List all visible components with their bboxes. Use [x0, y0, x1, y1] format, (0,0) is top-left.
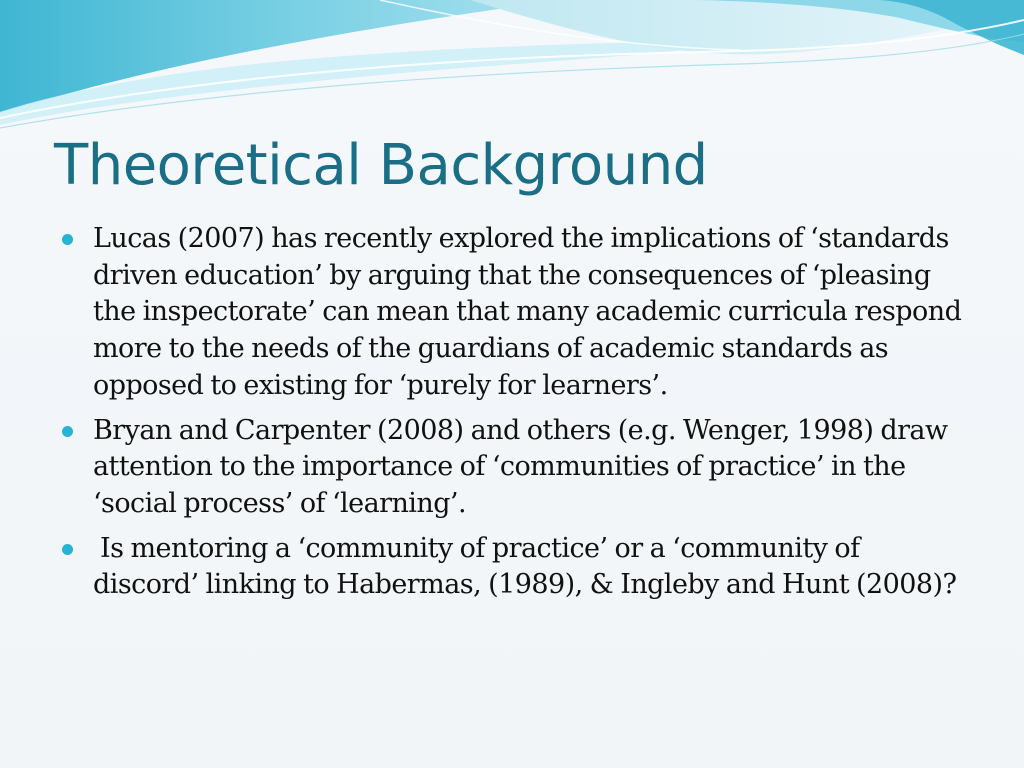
bullet-dot-icon: [62, 426, 73, 437]
bullet-item: [62, 221, 962, 405]
bullet-text: Is mentoring a ‘community of practice’ or a ‘community of discord’ linking to Habermas, (1989), & Ingleby and Hunt (2008)?: [93, 532, 957, 601]
slide-title: Theoretical Background: [54, 133, 708, 198]
bullet-item: [62, 531, 962, 604]
bullet-list: [62, 221, 962, 612]
bullet-dot-icon: [62, 544, 73, 555]
decorative-wave-header: [0, 0, 1024, 140]
bullet-text: Bryan and Carpenter (2008) and others (e.g. Wenger, 1998) draw attention to the importance of ‘communities of practice’ in the ‘social process’ of ‘learning’.: [93, 414, 948, 519]
bullet-dot-icon: [62, 234, 73, 245]
bullet-text: Lucas (2007) has recently explored the implications of ‘standards driven education’ by arguing that the consequences of ‘pleasing the inspectorate’ can mean that many academic curricula respond more to the needs of the guardians of academic standards as opposed to existing for ‘purely for learners’.: [93, 223, 962, 401]
bullet-item: [62, 413, 962, 523]
